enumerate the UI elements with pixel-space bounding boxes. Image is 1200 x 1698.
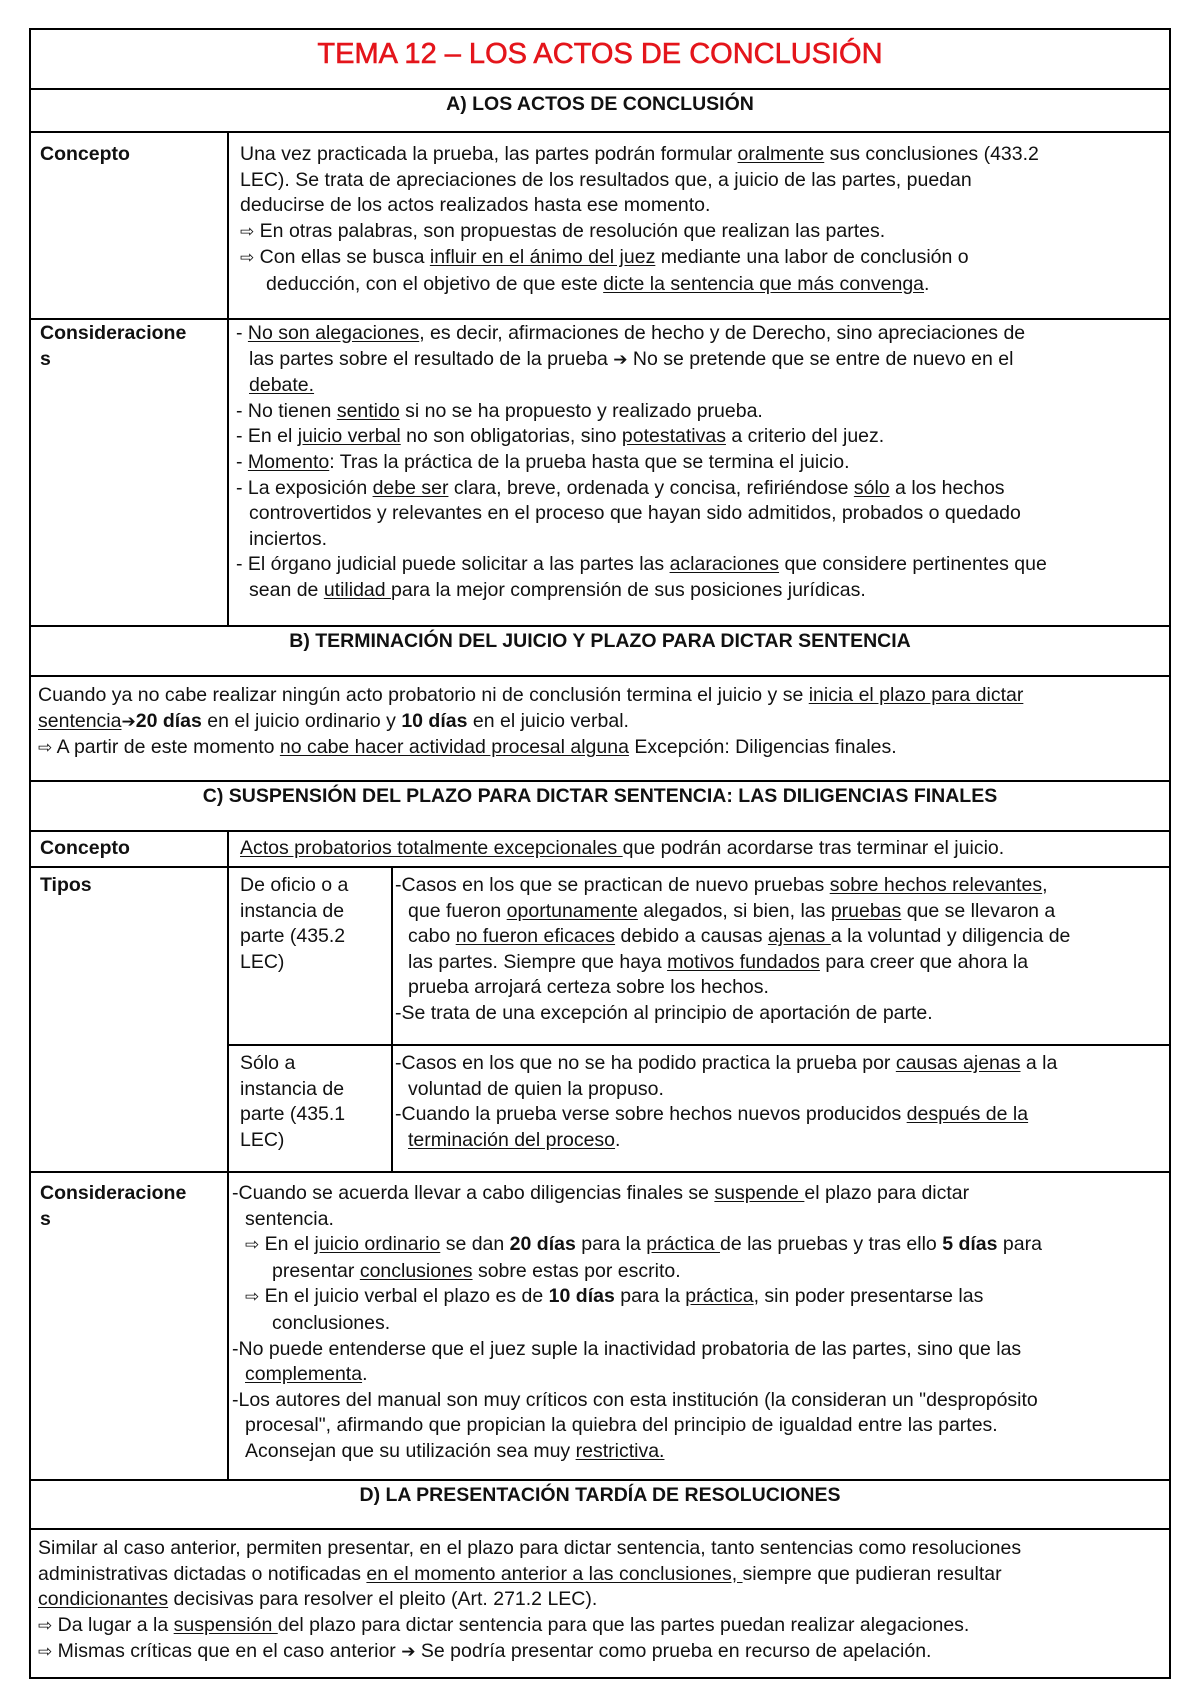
section-b-text: Cuando ya no cabe realizar ningún acto probatorio ni de conclusión termina el juicio y se inicia el plazo para dictar sentencia➔20 días en el juicio ordinario y 10 días en el juicio verbal. ⇨ A partir de este momento no cabe hacer actividad procesal alguna Excepción: Diligencias finales. <box>38 684 1024 759</box>
arrow-right-icon: ⇨ <box>240 248 255 269</box>
arrow-right-icon: ⇨ <box>240 221 255 242</box>
arrow-right-icon: ⇨ <box>38 1642 53 1663</box>
page-title: TEMA 12 – LOS ACTOS DE CONCLUSIÓN <box>317 38 883 70</box>
concepto-label: Concepto <box>40 143 130 165</box>
rule <box>29 780 1171 782</box>
rule <box>391 866 393 1171</box>
rule <box>29 131 1171 133</box>
arrow-bold-icon: ➔ <box>613 349 628 370</box>
section-c-consideraciones-text: -Cuando se acuerda llevar a cabo diligencias finales se suspende el plazo para dictar sentencia. ⇨ En el juicio ordinario se dan 20 días para la práctica de las pruebas y tras ello 5 días para presentar conclusiones sobre estas por escrito. ⇨ En el juicio verbal el plazo es de 10 días para la práctica, sin poder presentarse las conclusiones. -No puede entenderse que el juez suple la inactividad probatoria de las partes, sino que las complementa. -Los autores del manual son muy críticos con esta institución (la consideran un "despropósito procesal", afirmando que propician la quiebra del principio de igualdad entre las partes. Aconsejan que su utilización sea muy restrictiva. <box>232 1182 1042 1462</box>
rule <box>29 1528 1171 1530</box>
arrow-right-icon: ⇨ <box>245 1287 260 1308</box>
arrow-right-icon: ⇨ <box>38 738 53 759</box>
section-a-heading: A) LOS ACTOS DE CONCLUSIÓN <box>446 93 754 115</box>
section-d-text: Similar al caso anterior, permiten presentar, en el plazo para dictar sentencia, tanto sentencias como resoluciones administrativas dictadas o notificadas en el momento anterior a las conclusiones, siempre que pudieran resultar condicionantes decisivas para resolver el pleito (Art. 271.2 LEC). ⇨ Da lugar a la suspensión del plazo para dictar sentencia para que las partes puedan realizar alegaciones. ⇨ Mismas críticas que en el caso anterior ➔ Se podría presentar como prueba en recurso de apelación. <box>38 1537 1022 1663</box>
rule <box>29 318 1171 320</box>
consideraciones-label: Consideracione s <box>40 1182 187 1230</box>
rule <box>29 1171 1171 1173</box>
arrow-bold-icon: ➔ <box>121 711 136 732</box>
tipo2-text: -Casos en los que no se ha podido practica la prueba por causas ajenas a la voluntad de quien la propuso. -Cuando la prueba verse sobre hechos nuevos producidos después de la terminación del proceso. <box>395 1052 1058 1151</box>
rule <box>29 830 1171 832</box>
section-a-concepto-text: Una vez practicada la prueba, las partes podrán formular oralmente sus conclusiones (433.2 LEC). Se trata de apreciaciones de los resultados que, a juicio de las partes, puedan deducirse de los actos realizados hasta ese momento. ⇨ En otras palabras, son propuestas de resolución que realizan las partes. ⇨ Con ellas se busca influir en el ánimo del juez mediante una labor de conclusión o deducción, con el objetivo de que este dicte la sentencia que más convenga. <box>240 143 1039 295</box>
section-a-consideraciones-text: - No son alegaciones, es decir, afirmaciones de hecho y de Derecho, sino apreciaciones de las partes sobre el resultado de la prueba ➔ No se pretende que se entre de nuevo en el debate. - No tienen sentido si no se ha propuesto y realizado prueba. - En el juicio verbal no son obligatorias, sino potestativas a criterio del juez. - Momento: Tras la práctica de la prueba hasta que se termina el juicio. - La exposición debe ser clara, breve, ordenada y concisa, refiriéndose sólo a los hechos controvertidos y relevantes en el proceso que hayan sido admitidos, probados o quedado inciertos. - El órgano judicial puede solicitar a las partes las aclaraciones que considere pertinentes que sean de utilidad para la mejor comprensión de sus posiciones jurídicas. <box>236 322 1047 601</box>
rule <box>29 1479 1171 1481</box>
tipo2-label: Sólo a instancia de parte (435.1 LEC) <box>240 1052 346 1151</box>
section-b-heading: B) TERMINACIÓN DEL JUICIO Y PLAZO PARA DICTAR SENTENCIA <box>289 630 911 652</box>
rule <box>227 1044 1171 1046</box>
tipo1-text: -Casos en los que se practican de nuevo pruebas sobre hechos relevantes, que fueron oportunamente alegados, si bien, las pruebas que se llevaron a cabo no fueron eficaces debido a causas ajenas a la voluntad y diligencia de las partes. Siempre que haya motivos fundados para creer que ahora la prueba arrojará certeza sobre los hechos. -Se trata de una excepción al principio de aportación de parte. <box>395 874 1071 1024</box>
tipos-label: Tipos <box>40 874 92 896</box>
rule <box>227 131 229 625</box>
section-c-heading: C) SUSPENSIÓN DEL PLAZO PARA DICTAR SENTENCIA: LAS DILIGENCIAS FINALES <box>202 785 998 807</box>
rule <box>29 675 1171 677</box>
arrow-right-icon: ⇨ <box>245 1235 260 1256</box>
arrow-bold-icon: ➔ <box>401 1642 416 1663</box>
section-d-heading: D) LA PRESENTACIÓN TARDÍA DE RESOLUCIONES <box>359 1484 841 1506</box>
tipo1-label: De oficio o a instancia de parte (435.2 LEC) <box>240 874 349 973</box>
consideraciones-label: Consideracione s <box>40 322 187 370</box>
rule <box>29 866 1171 868</box>
rule <box>227 830 229 1479</box>
section-c-concepto-text: Actos probatorios totalmente excepcionales que podrán acordarse tras terminar el juicio. <box>240 837 1005 859</box>
rule <box>29 625 1171 627</box>
arrow-right-icon: ⇨ <box>38 1615 53 1636</box>
concepto-label: Concepto <box>40 837 130 859</box>
